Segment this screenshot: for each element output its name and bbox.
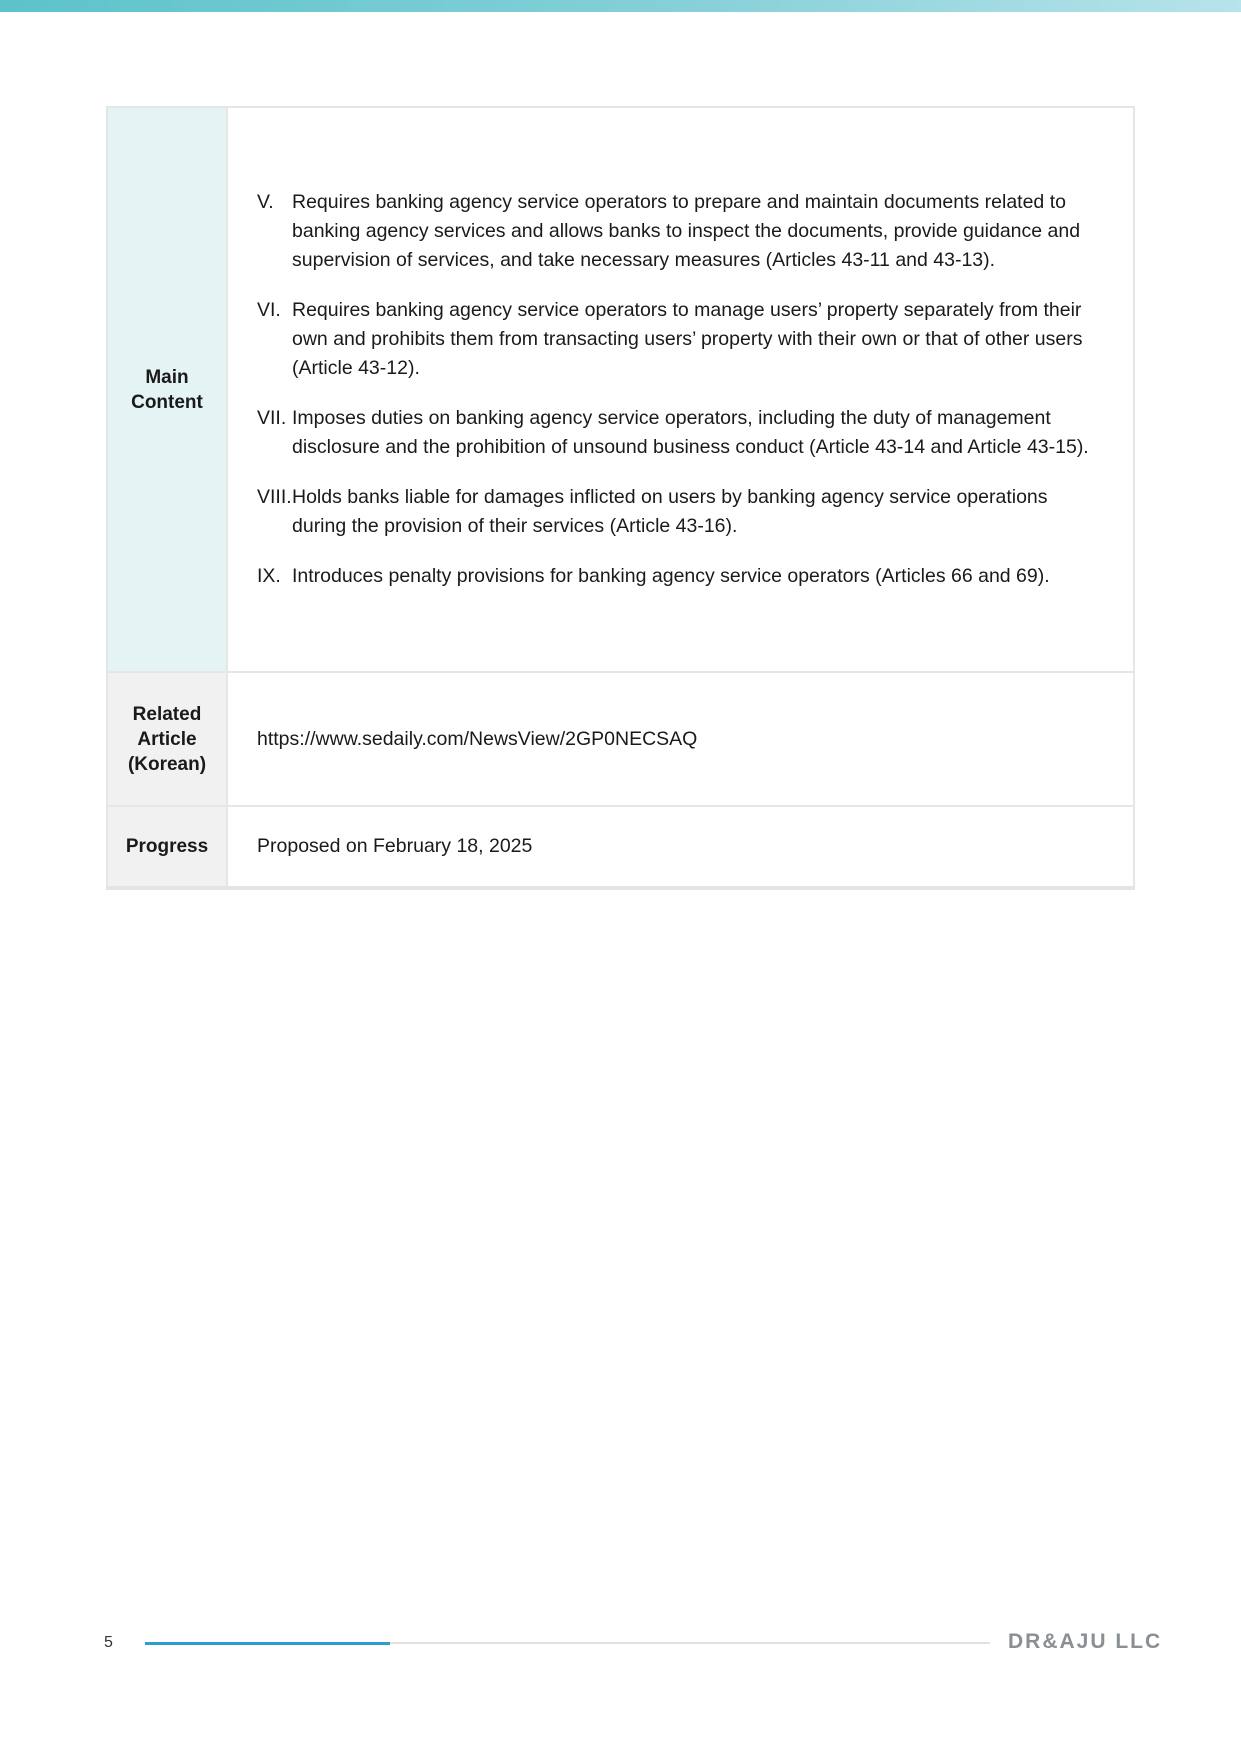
list-numeral: VII. [257,407,287,429]
list-item-text: Imposes duties on banking agency service operators, including the duty of management disclosure and the prohibition of unsound business conduct (Article 43-14 and Article 43-15). [292,407,1089,458]
table-row-progress [107,806,1134,888]
related-article-label: Related Article (Korean) [107,672,227,806]
main-content-cell [227,107,1134,672]
list-item-text: Requires banking agency service operators to manage users’ property separately from their own and prohibits them from transacting users’ property with their own or that of other users (Article 43-12). [292,299,1083,379]
list-numeral: V. [257,191,274,213]
brand-logo-text: DR&AJU LLC [1008,1630,1163,1653]
progress-value: Proposed on February 18, 2025 [227,806,1134,888]
page-progress-fill [145,1642,390,1645]
list-item [257,483,1105,541]
list-item [257,188,1105,275]
list-item [257,404,1105,462]
page-progress-track [145,1642,990,1644]
list-item [257,562,1105,591]
related-article-link[interactable]: https://www.sedaily.com/NewsView/2GP0NECSAQ [227,672,1134,806]
table-row-related-article [107,672,1134,806]
top-accent-bar [0,0,1241,12]
main-content-label: Main Content [107,107,227,672]
list-numeral: VIII. [257,486,292,508]
list-item-text: Introduces penalty provisions for banking agency service operators (Articles 66 and 69). [292,565,1050,587]
page-number: 5 [104,1634,113,1651]
list-item [257,296,1105,383]
list-numeral: IX. [257,565,281,587]
progress-label: Progress [107,806,227,888]
table-row-main-content [107,107,1134,672]
list-numeral: VI. [257,299,281,321]
provisions-list [257,188,1105,591]
list-item-text: Holds banks liable for damages inflicted on users by banking agency service operations during the provision of their services (Article 43-16). [292,486,1048,537]
list-item-text: Requires banking agency service operators to prepare and maintain documents related to banking agency services and allows banks to inspect the documents, provide guidance and supervision of services, and take necessary measures (Articles 43-11 and 43-13). [292,191,1081,271]
info-table [106,106,1135,890]
